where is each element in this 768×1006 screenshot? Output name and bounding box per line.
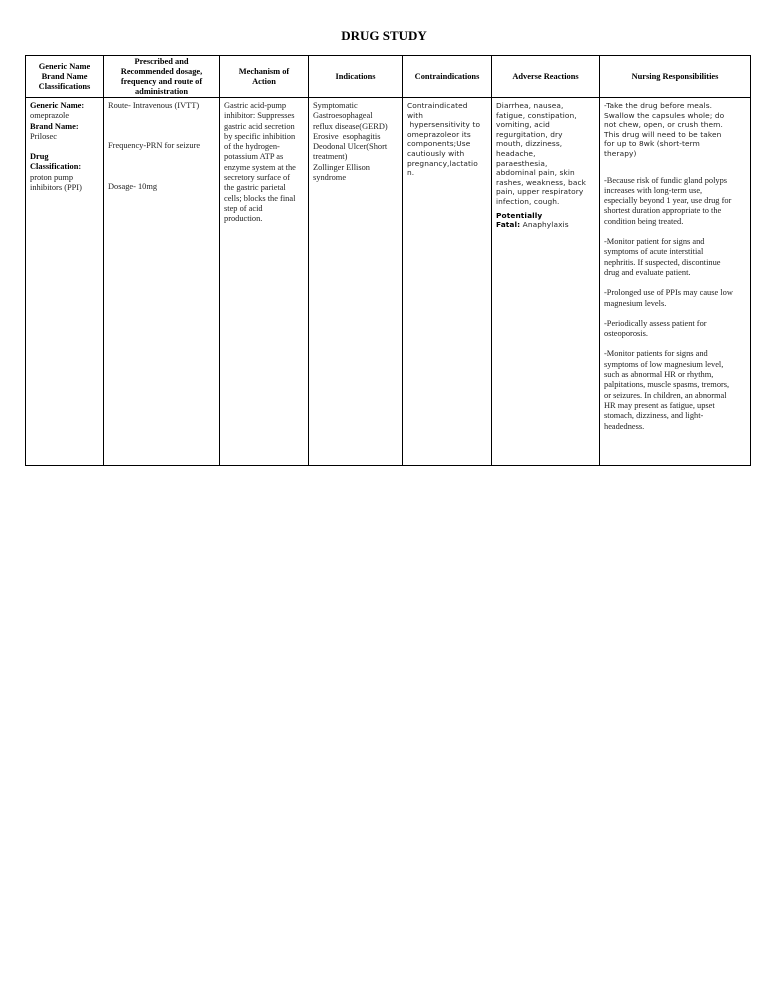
header-generic-name: Generic Name Brand Name Classifications xyxy=(26,56,104,98)
nursing-item: -Because risk of fundic gland polyps increases with long-term use, especially beyond 1 year, use drug for shortest duration appropriate to the condition being treated. xyxy=(604,175,732,226)
drug-study-table xyxy=(25,55,751,466)
nursing-item: -Prolonged use of PPIs may cause low magnesium levels. xyxy=(604,288,733,308)
cell-mechanism: Gastric acid-pump inhibitor: Suppresses gastric acid secretion by specific inhibition of the hydrogen- potassium ATP as enzyme system at the secretory surface of the gastric parietal cells; blocks the final step of acid production. xyxy=(220,98,309,466)
cell-nursing-responsibilities xyxy=(600,98,751,466)
nursing-item: -Monitor patient for signs and symptoms of acute interstitial nephritis. If suspected, discontinue drug and evaluate patient. xyxy=(604,237,721,277)
cell-dosage: Route- Intravenous (IVTT) Frequency-PRN for seizure Dosage- 10mg xyxy=(104,98,220,466)
page-title: DRUG STUDY xyxy=(341,28,427,43)
table-row xyxy=(26,98,751,466)
header-adverse-reactions: Adverse Reactions xyxy=(492,56,600,98)
cell-contraindications: Contraindicated with hypersensitivity to omeprazoleor its components;Use cautiously with pregnancy,lactatio n. xyxy=(403,98,492,466)
cell-indications: Symptomatic Gastroesophageal reflux disease(GERD) Erosive esophagitis Deodonal Ulcer(Short treatment) Zollinger Ellison syndrome xyxy=(309,98,403,466)
nursing-item: -Periodically assess patient for osteoporosis. xyxy=(604,318,707,339)
nursing-intro: -Take the drug before meals. Swallow the capsules whole; do not chew, open, or crush them. This drug will need to be taken for up to 8wk (short-term therapy) xyxy=(604,101,725,158)
header-contraindications: Contraindications xyxy=(403,56,492,98)
cell-adverse-reactions: Diarrhea, nausea, fatigue, constipation, vomiting, acid regurgitation, dry mouth, dizziness, headache, paraesthesia, abdominal pain, skin rashes, weakness, back pain, upper respiratory infection, cough. Potentially Fatal: Anaphylaxis xyxy=(492,98,600,466)
nursing-item: -Monitor patients for signs and symptoms of low magnesium level, such as abnormal HR or rhythm, palpitations, muscle spasms, tremors, or seizures. In children, an abnormal HR may present as fatigue, upset stomach, dizziness, and light- headedness. xyxy=(604,349,730,431)
header-indications: Indications xyxy=(309,56,403,98)
header-nursing-responsibilities: Nursing Responsibilities xyxy=(600,56,751,98)
cell-drug-names: Generic Name: omeprazole Brand Name: Prilosec Drug Classification: proton pump inhibitors (PPI) xyxy=(26,98,104,466)
table-header-row xyxy=(26,56,751,98)
header-mechanism: Mechanism of Action xyxy=(220,56,309,98)
header-dosage: Prescribed and Recommended dosage, frequency and route of administration xyxy=(104,56,220,98)
